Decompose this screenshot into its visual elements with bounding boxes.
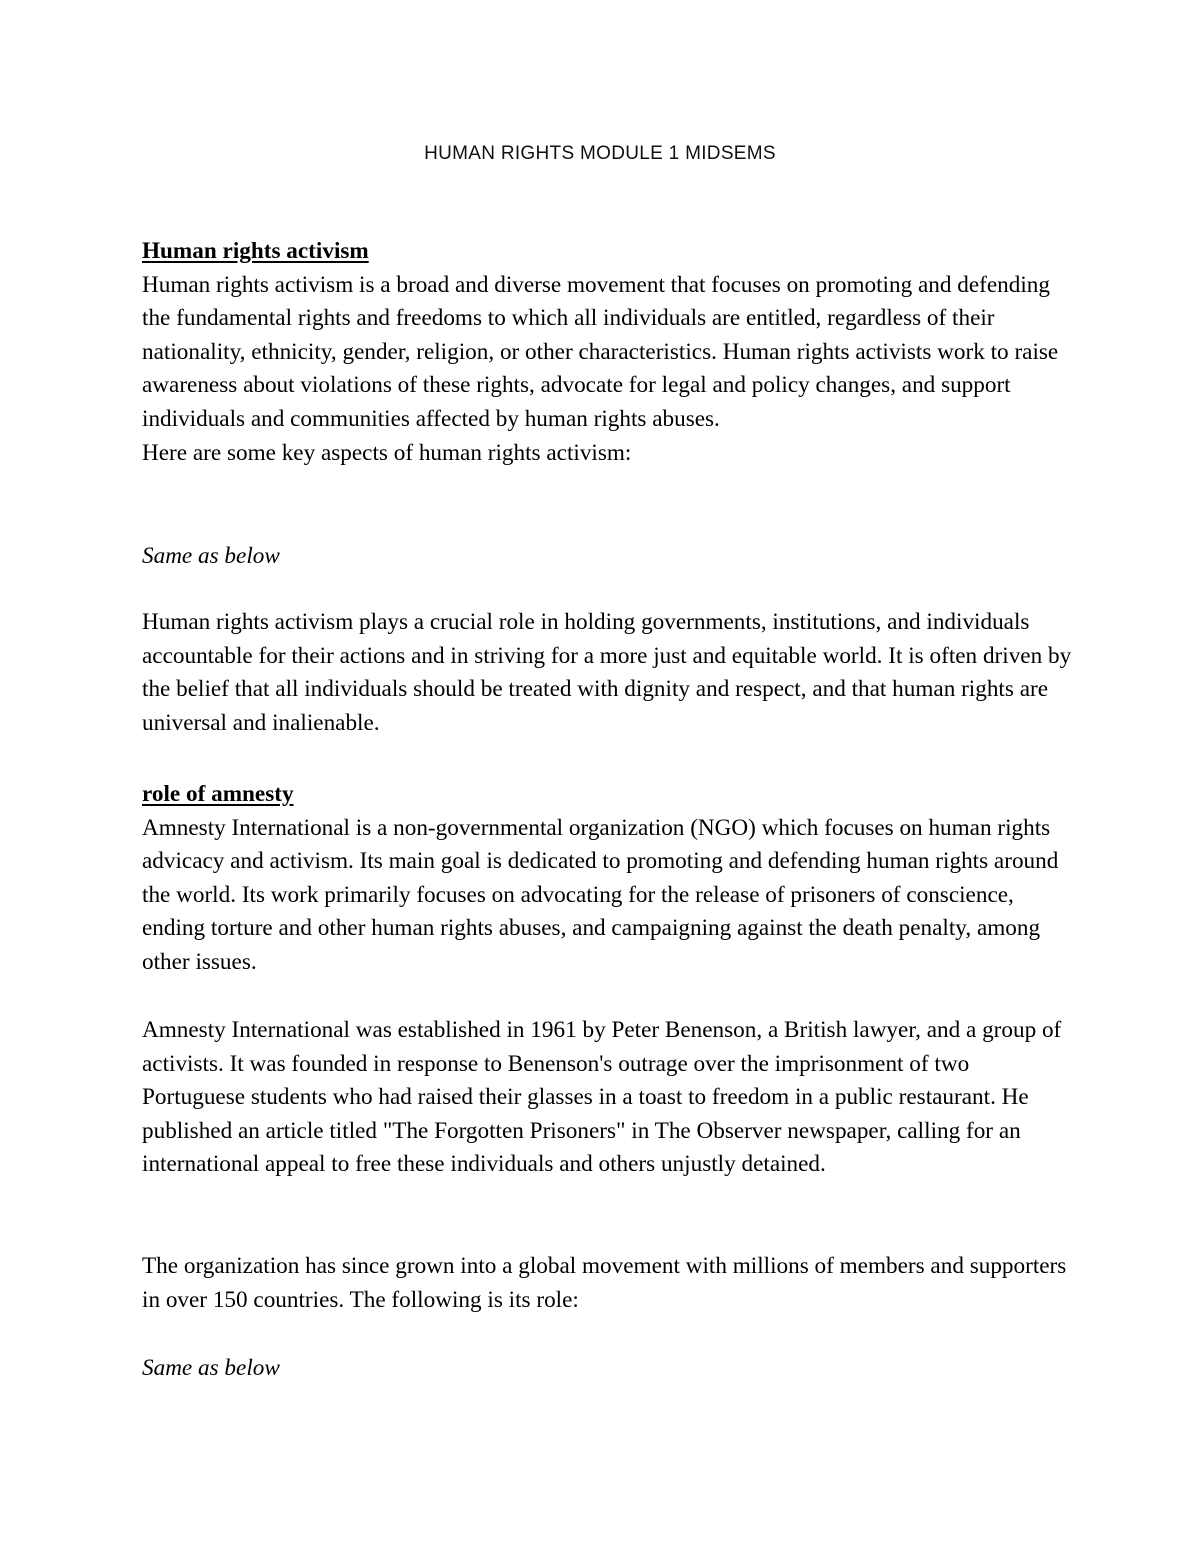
history-paragraph: Amnesty International was established in 1961 by Peter Benenson, a British lawyer, and a group of activists. It was founded in response to Benenson's outrage over the imprisonment of two Portuguese students who had raised their glasses in a toast to freedom in a public restaurant. He published an article titled "The Forgotten Prisoners" in The Observer newspaper, calling for an international appeal to free these individuals and others unjustly detained. bbox=[142, 1017, 1062, 1178]
section-human-rights-activism bbox=[142, 235, 1072, 470]
same-as-below-note: Same as below bbox=[142, 1355, 280, 1381]
section-heading: role of amnesty bbox=[142, 781, 294, 807]
document-title: HUMAN RIGHTS MODULE 1 MIDSEMS bbox=[424, 143, 776, 164]
section-paragraph: Here are some key aspects of human rights activism: bbox=[142, 439, 632, 466]
section-paragraph: Amnesty International is a non-governmental organization (NGO) which focuses on human rights advicacy and activism. Its main goal is dedicated to promoting and defending human rights around the world. Its work primarily focuses on advocating for the release of prisoners of conscience, ending torture and other human rights abuses, and campaigning against the death penalty, among other issues. bbox=[142, 814, 1059, 975]
growth-paragraph: The organization has since grown into a global movement with millions of members and supporters in over 150 countries. The following is its role: bbox=[142, 1253, 1067, 1313]
same-as-below-note: Same as below bbox=[142, 543, 280, 569]
section-role-of-amnesty bbox=[142, 778, 1072, 980]
conclusion-paragraph: Human rights activism plays a crucial role in holding governments, institutions, and individuals accountable for their actions and in striving for a more just and equitable world. It is often driven by the belief that all individuals should be treated with dignity and respect, and that human rights are universal and inalienable. bbox=[142, 609, 1072, 736]
section-paragraph: Human rights activism is a broad and diverse movement that focuses on promoting and defending the fundamental rights and freedoms to which all individuals are entitled, regardless of their nationality, ethnicity, gender, religion, or other characteristics. Human rights activists work to raise awareness about violations of these rights, advocate for legal and policy changes, and support individuals and communities affected by human rights abuses. bbox=[142, 271, 1059, 432]
section-heading: Human rights activism bbox=[142, 238, 369, 264]
